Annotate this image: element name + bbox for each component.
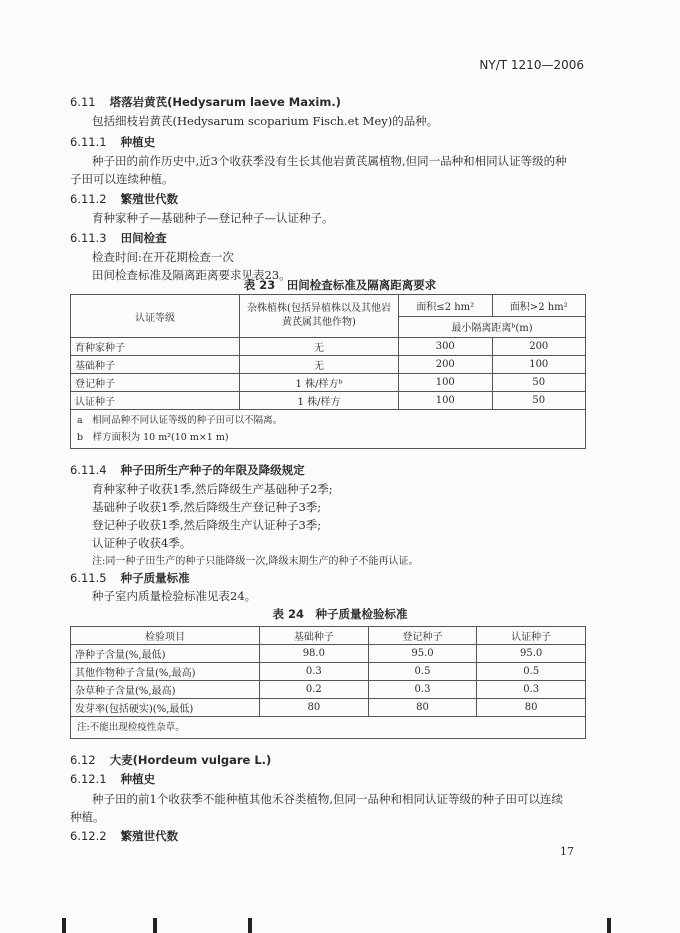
section-number: 6.11.2 xyxy=(70,192,107,206)
header-cell: 登记种子 xyxy=(368,627,477,645)
cell: 100 xyxy=(492,356,586,374)
paragraph-line: 基础种子收获1季,然后降级生产登记种子3季; xyxy=(92,500,322,514)
section-number: 6.11 xyxy=(70,95,96,109)
section-title: 种植史 xyxy=(120,135,156,149)
cell: 200 xyxy=(399,356,493,374)
paragraph-line: 种植。 xyxy=(70,810,105,824)
section-title: 种子田所生产种子的年限及降级规定 xyxy=(120,463,305,477)
scan-edge-mark xyxy=(248,918,252,933)
cell: 0.3 xyxy=(260,663,369,681)
cell: 100 xyxy=(399,374,493,392)
table-row xyxy=(71,338,586,356)
cell: 登记种子 xyxy=(71,374,240,392)
section-6-12-1-heading xyxy=(70,771,155,787)
table-row xyxy=(71,356,586,374)
header-cell: 最小隔离距离ᵇ(m) xyxy=(399,316,586,338)
section-title: 塔落岩黄芪(Hedysarum laeve Maxim.) xyxy=(109,95,341,109)
header-cell: 认证等级 xyxy=(71,295,240,338)
cell: 认证种子 xyxy=(71,392,240,410)
table-24-caption: 表 24 种子质量检验标准 xyxy=(272,607,408,621)
cell: 100 xyxy=(399,392,493,410)
section-number: 6.11.4 xyxy=(70,463,107,477)
cell: 杂草种子含量(%,最高) xyxy=(71,681,260,699)
scan-edge-mark xyxy=(607,918,611,933)
cell: 0.5 xyxy=(477,663,586,681)
cell: 0.5 xyxy=(368,663,477,681)
section-title: 种植史 xyxy=(120,772,156,786)
cell: 80 xyxy=(477,699,586,717)
paragraph-line: 种子室内质量检验标准见表24。 xyxy=(92,589,257,603)
table-notes xyxy=(71,410,586,449)
paragraph-line: 育种家种子—基础种子—登记种子—认证种子。 xyxy=(92,211,334,225)
cell: 95.0 xyxy=(368,645,477,663)
note-b: b 样方面积为 10 m²(10 m×1 m) xyxy=(77,432,229,443)
section-title: 繁殖世代数 xyxy=(120,192,179,206)
table-23 xyxy=(70,294,586,449)
page-number: 17 xyxy=(560,845,574,858)
cell: 1 株/样方ᵇ xyxy=(240,374,399,392)
cell: 无 xyxy=(240,338,399,356)
paragraph-line: 种子田的前作历史中,近3个收获季没有生长其他岩黄芪属植物,但同一品种和相同认证等级的种 xyxy=(92,154,567,168)
table-row xyxy=(71,645,586,663)
standard-number: NY/T 1210—2006 xyxy=(479,58,584,72)
header-cell: 检验项目 xyxy=(71,627,260,645)
section-number: 6.12.1 xyxy=(70,772,107,786)
paragraph-line: 育种家种子收获1季,然后降级生产基础种子2季; xyxy=(92,482,333,496)
paragraph-line: 种子田的前1个收获季不能种植其他禾谷类植物,但同一品种和相同认证等级的种子田可以连续 xyxy=(92,792,563,806)
paragraph-line: 田间检查标准及隔离距离要求见表23。 xyxy=(92,268,291,282)
table-row xyxy=(71,663,586,681)
section-number: 6.12 xyxy=(70,753,96,767)
cell: 80 xyxy=(260,699,369,717)
section-6-11-5-heading xyxy=(70,570,190,586)
cell: 95.0 xyxy=(477,645,586,663)
section-6-11-text: 包括细枝岩黄芪(Hedysarum scoparium Fisch.et Mey)的品种。 xyxy=(92,114,439,128)
section-title: 繁殖世代数 xyxy=(120,829,179,843)
cell: 育种家种子 xyxy=(71,338,240,356)
section-6-12-heading xyxy=(70,752,271,768)
paragraph-line: 认证种子收获4季。 xyxy=(92,536,192,550)
section-6-11-1-heading xyxy=(70,134,155,150)
cell: 发芽率(包括硬实)(%,最低) xyxy=(71,699,260,717)
cell: 0.3 xyxy=(368,681,477,699)
cell: 无 xyxy=(240,356,399,374)
table-row xyxy=(71,681,586,699)
table-24 xyxy=(70,626,586,739)
cell: 98.0 xyxy=(260,645,369,663)
header-cell: 杂株植株(包括异植株以及其他岩黄芪属其他作物) xyxy=(240,295,399,338)
paragraph-line: 检查时间:在开花期检查一次 xyxy=(92,250,234,264)
cell: 50 xyxy=(492,392,586,410)
table-row xyxy=(71,392,586,410)
section-6-11-heading xyxy=(70,94,341,110)
header-cell: 面积>2 hm² xyxy=(492,295,586,317)
section-number: 6.11.1 xyxy=(70,135,107,149)
section-note: 注:同一种子田生产的种子只能降级一次,降级末期生产的种子不能再认证。 xyxy=(92,556,419,567)
section-number: 6.12.2 xyxy=(70,829,107,843)
cell: 0.2 xyxy=(260,681,369,699)
section-title: 大麦(Hordeum vulgare L.) xyxy=(109,753,272,767)
cell: 基础种子 xyxy=(71,356,240,374)
paragraph-line: 登记种子收获1季,然后降级生产认证种子3季; xyxy=(92,518,322,532)
cell: 200 xyxy=(492,338,586,356)
header-cell: 面积≤2 hm² xyxy=(399,295,493,317)
section-title: 种子质量标准 xyxy=(120,571,190,585)
cell: 其他作物种子含量(%,最高) xyxy=(71,663,260,681)
table-note: 注:不能出现检疫性杂草。 xyxy=(71,717,586,739)
cell: 0.3 xyxy=(477,681,586,699)
section-6-11-2-heading xyxy=(70,191,178,207)
cell: 净种子含量(%,最低) xyxy=(71,645,260,663)
section-6-11-4-heading xyxy=(70,462,305,478)
cell: 50 xyxy=(492,374,586,392)
header-cell: 基础种子 xyxy=(260,627,369,645)
paragraph-line: 子田可以连续种植。 xyxy=(70,172,174,186)
section-6-12-2-heading xyxy=(70,828,178,844)
section-6-11-3-heading xyxy=(70,230,167,246)
table-row xyxy=(71,699,586,717)
note-a: a 相同品种不同认证等级的种子田可以不隔离。 xyxy=(77,415,283,426)
cell: 300 xyxy=(399,338,493,356)
cell: 1 株/样方 xyxy=(240,392,399,410)
scan-edge-mark xyxy=(153,918,157,933)
header-cell: 认证种子 xyxy=(477,627,586,645)
section-number: 6.11.5 xyxy=(70,571,107,585)
scan-edge-mark xyxy=(62,918,66,933)
cell: 80 xyxy=(368,699,477,717)
table-row xyxy=(71,374,586,392)
section-number: 6.11.3 xyxy=(70,231,107,245)
table-23-caption: 表 23 田间检查标准及隔离距离要求 xyxy=(243,278,437,292)
section-title: 田间检查 xyxy=(120,231,167,245)
